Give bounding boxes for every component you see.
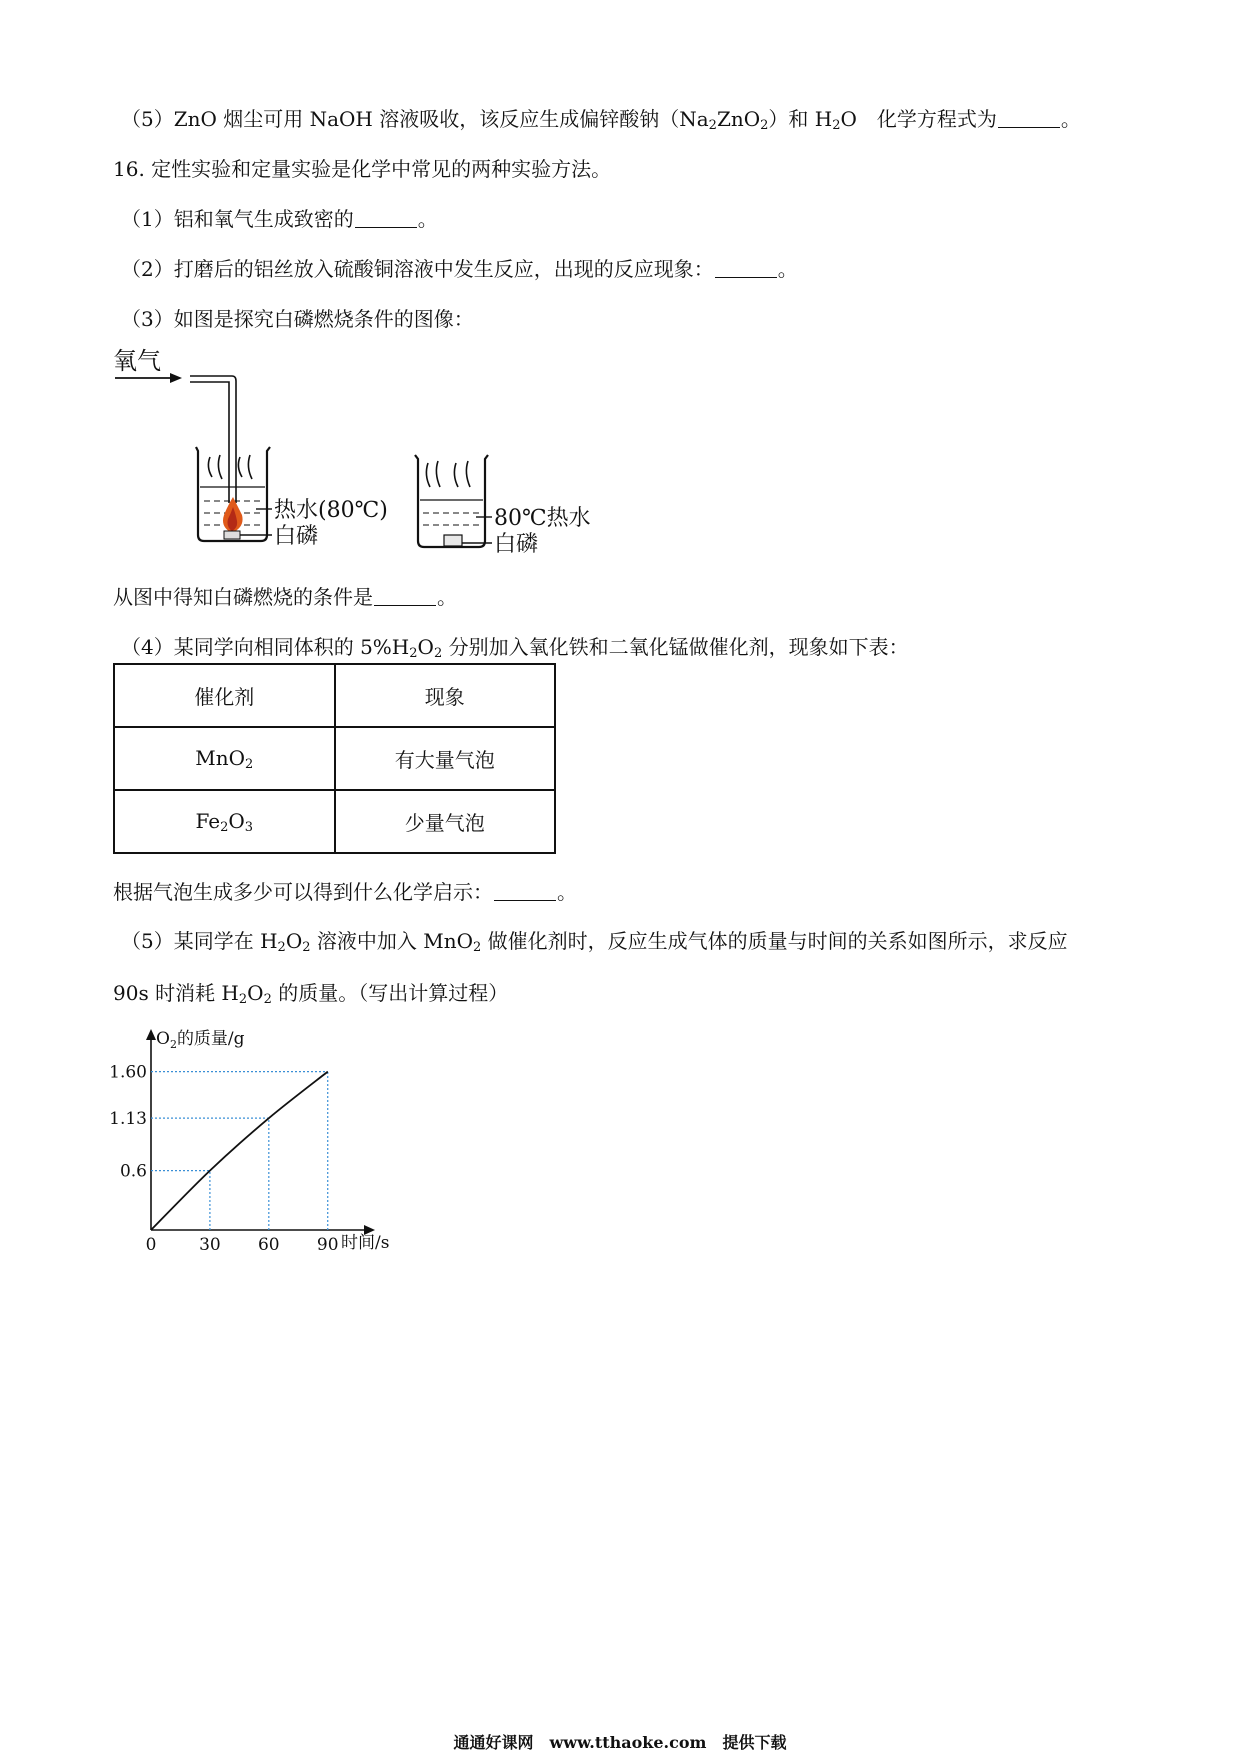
phenomenon-cell: 少量气泡 — [335, 790, 556, 853]
catalyst-cell: MnO$_2$ — [114, 727, 335, 790]
answer-blank[interactable] — [998, 109, 1060, 128]
y-tick-label: 1.13 — [109, 1109, 147, 1130]
answer-blank[interactable] — [355, 209, 417, 228]
catalyst-cell: $Fe_2O_3$ — [114, 790, 335, 853]
svg-text:白磷: 白磷 — [274, 524, 319, 549]
oxygen-label: 氧气 — [113, 347, 161, 375]
q16-part2: （2）打磨后的铝丝放入硫酸铜溶液中发生反应，出现的反应现象： 。 — [121, 257, 798, 281]
y-axis-arrow-icon — [146, 1029, 156, 1040]
phenomenon-cell: 有大量气泡 — [335, 727, 556, 790]
x-axis-label: 时间/s — [341, 1233, 390, 1253]
svg-text:白磷: 白磷 — [494, 532, 539, 557]
q16-part3: （3）如图是探究白磷燃烧条件的图像： — [121, 307, 474, 331]
q16-part3-after: 从图中得知白磷燃烧的条件是 。 — [113, 585, 457, 609]
q16-part5-line1: （5）某同学在 $H_2O_2$ 溶液中加入 MnO$_2$ 做催化剂时，反应生成气体的质量与时间的关系如图所示，求反应 — [121, 929, 1068, 955]
white-phosphorus-left — [224, 531, 240, 539]
q16-part4: （4）某同学向相同体积的 $5\%H_2O_2$ 分别加入氧化铁和二氧化锰做催化剂，现象如下表： — [121, 635, 909, 661]
o2-mass-curve — [151, 1072, 328, 1230]
y-tick-label: 0.6 — [119, 1161, 147, 1182]
arrow-head-icon — [170, 373, 182, 383]
page-footer: 通通好课网 www.tthaoke.com 提供下载 — [453, 1733, 787, 1752]
x-tick-label: 30 — [199, 1235, 221, 1255]
o2-mass-time-chart — [105, 1025, 425, 1255]
table-header-cell: 催化剂 — [114, 664, 335, 727]
table-header-cell: 现象 — [335, 664, 556, 727]
answer-blank[interactable] — [374, 587, 436, 606]
x-tick-label: 90 — [316, 1235, 339, 1255]
svg-text:80℃热水: 80℃热水 — [494, 506, 591, 531]
y-axis-label: $O_2$的质量/g — [156, 1029, 245, 1051]
answer-blank[interactable] — [494, 882, 556, 901]
q15-part5: （5）ZnO 烟尘可用 NaOH 溶液吸收，该反应生成偏锌酸钠$(Na_2ZnO_2)$和 $H_2O$ 化学方程式为 。 — [121, 107, 1081, 133]
table-row — [114, 727, 555, 790]
q16-part5-line2: 90s 时消耗 $H_2O_2$ 的质量。（写出计算过程） — [113, 981, 509, 1007]
delivery-tube — [190, 376, 236, 503]
q16-stem: 16. 定性实验和定量实验是化学中常见的两种实验方法。 — [113, 157, 612, 181]
q16-part1: （1）铝和氧气生成致密的 。 — [121, 207, 438, 231]
phosphorus-experiment-figure — [110, 345, 630, 565]
x-tick-label: 60 — [257, 1235, 280, 1255]
x-tick-label: 0 — [145, 1235, 157, 1255]
white-phosphorus-right — [444, 535, 462, 546]
answer-blank[interactable] — [715, 259, 777, 278]
y-tick-label: 1.60 — [109, 1062, 147, 1083]
q16-part4-after: 根据气泡生成多少可以得到什么化学启示： 。 — [113, 880, 577, 904]
table-header-row — [114, 664, 555, 727]
catalyst-table — [113, 663, 556, 854]
table-row — [114, 790, 555, 853]
svg-text:热水(80℃): 热水(80℃) — [274, 498, 388, 523]
